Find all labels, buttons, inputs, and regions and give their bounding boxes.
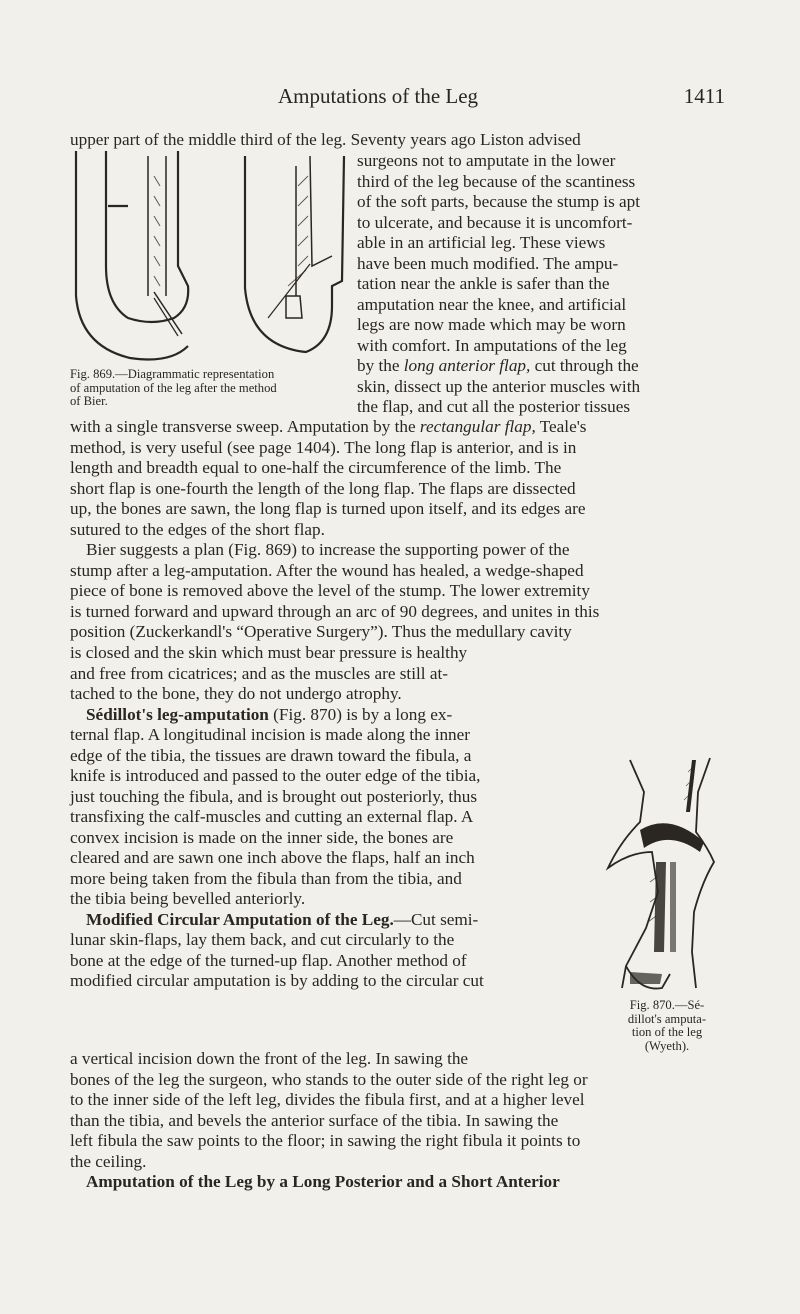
- running-head: [70, 84, 725, 114]
- text-line: is turned forward and upward through an arc of 90 degrees, and unites in this: [70, 601, 600, 621]
- text-line: bones of the leg the surgeon, who stands to the outer side of the right leg or: [70, 1069, 588, 1089]
- caption-line: Fig. 870.—Sé-: [629, 998, 705, 1012]
- text-line: than the tibia, and bevels the anterior surface of the tibia. In sawing the: [70, 1110, 559, 1130]
- text-line: to the inner side of the left leg, divides the fibula first, and at a higher level: [70, 1090, 585, 1109]
- text-line: of the soft parts, because the stump is apt: [357, 192, 641, 211]
- text-line: modified circular amputation is by adding to the circular cut: [70, 971, 484, 990]
- page-number: 1411: [683, 84, 725, 108]
- text-run: Teale's: [535, 417, 587, 436]
- text-line: with comfort. In amputations of the leg: [357, 335, 627, 355]
- text-line: more being taken from the fibula than from the tibia, and: [70, 868, 462, 888]
- figure-870: [600, 752, 728, 1053]
- text-line: sutured to the edges of the short flap.: [70, 519, 325, 539]
- text-line: is closed and the skin which must bear pressure is healthy: [70, 643, 468, 662]
- left-column-text: [70, 643, 592, 992]
- text-line: [70, 705, 592, 726]
- text-line: left fibula the saw points to the floor; in sawing the right fibula it points to: [70, 1131, 581, 1150]
- section-heading-modified-circular: Modified Circular Amputation of the Leg.: [86, 909, 394, 929]
- section-heading-sedillot: Sédillot's leg-amputation: [86, 704, 269, 724]
- text-line: the flap, and cut all the posterior tissues: [357, 397, 631, 416]
- text-line: the tibia being bevelled anteriorly.: [70, 889, 306, 908]
- text-line: skin, dissect up the anterior muscles with: [357, 376, 641, 396]
- emphasis: long anterior flap,: [403, 356, 531, 375]
- text-line: convex incision is made on the inner side, the bones are: [70, 827, 454, 847]
- text-line: position (Zuckerkandl's “Operative Surgery”). Thus the medullary cavity: [70, 622, 572, 641]
- text-line: knife is introduced and passed to the outer edge of the tibia,: [70, 766, 481, 785]
- text-line: [70, 910, 592, 931]
- text-line: upper part of the middle third of the leg. Seventy years ago Liston advised: [70, 130, 581, 149]
- text-line: to ulcerate, and because it is uncomfort-: [357, 212, 633, 232]
- text-line: bone at the edge of the turned-up flap. Another method of: [70, 950, 467, 970]
- text-line: transfixing the calf-muscles and cutting an external flap. A: [70, 807, 474, 826]
- caption-line: tion of the leg: [631, 1025, 703, 1039]
- text-line: amputation near the knee, and artificial: [357, 294, 627, 314]
- bier-amputation-diagram: [70, 146, 352, 366]
- text-run: —Cut semi-: [393, 909, 479, 929]
- text-line: tached to the bone, they do not undergo atrophy.: [70, 684, 402, 703]
- text-line: up, the bones are sawn, the long flap is turned upon itself, and its edges are: [70, 499, 586, 518]
- right-column-text: [357, 151, 725, 418]
- text-line: have been much modified. The ampu-: [357, 253, 619, 273]
- caption-line: Fig. 869.—Diagrammatic representation: [70, 367, 275, 381]
- text-line: just touching the fibula, and is brought out posteriorly, thus: [70, 786, 478, 806]
- text-line: cleared and are sawn one inch above the flaps, half an inch: [70, 848, 475, 867]
- text-line: length and breadth equal to one-half the circumference of the limb. The: [70, 458, 562, 477]
- text-line: third of the leg because of the scantiness: [357, 171, 636, 191]
- text-run: by the: [357, 356, 404, 375]
- figure-869-caption: [70, 368, 352, 409]
- emphasis: rectangular flap,: [419, 417, 536, 436]
- caption-line: (Wyeth).: [644, 1038, 690, 1053]
- figure-870-caption: [600, 999, 728, 1053]
- text-line: piece of bone is removed above the level of the stump. The lower extremity: [70, 581, 590, 600]
- text-line: the ceiling.: [70, 1151, 147, 1171]
- teale-paragraph: [70, 417, 725, 643]
- text-line: tation near the ankle is safer than the: [357, 274, 610, 293]
- sedillot-amputation-illustration: [600, 752, 728, 992]
- text-line: ternal flap. A longitudinal incision is made along the inner: [70, 725, 471, 744]
- text-line: method, is very useful (see page 1404). The long flap is anterior, and is in: [70, 437, 577, 457]
- text-run: with a single transverse sweep. Amputation by the: [70, 417, 420, 436]
- text-line: short flap is one-fourth the length of the long flap. The flaps are dissected: [70, 478, 576, 498]
- text-line: surgeons not to amputate in the lower: [357, 151, 616, 170]
- sawing-paragraph: [70, 1049, 725, 1193]
- text-line: a vertical incision down the front of the leg. In sawing the: [70, 1049, 469, 1068]
- text-line: [70, 417, 725, 438]
- text-line: stump after a leg-amputation. After the wound has healed, a wedge-shaped: [70, 560, 584, 580]
- text-line: legs are now made which may be worn: [357, 315, 626, 334]
- text-line: Bier suggests a plan (Fig. 869) to increase the supporting power of the: [86, 540, 570, 559]
- text-line: lunar skin-flaps, lay them back, and cut circularly to the: [70, 930, 455, 949]
- caption-line: dillot's amputa-: [627, 1011, 707, 1026]
- text-line: [357, 356, 725, 377]
- running-head-title: Amputations of the Leg: [278, 84, 479, 108]
- text-line: able in an artificial leg. These views: [357, 233, 606, 252]
- caption-line: of amputation of the leg after the method: [70, 380, 277, 395]
- text-run: (Fig. 870) is by a long ex-: [268, 704, 453, 724]
- figure-869: [70, 146, 352, 409]
- text-line: and free from cicatrices; and as the muscles are still at-: [70, 663, 448, 683]
- text-line: edge of the tibia, the tissues are drawn toward the fibula, a: [70, 745, 472, 765]
- section-heading-long-posterior: Amputation of the Leg by a Long Posterior and a Short Anterior: [86, 1172, 560, 1191]
- caption-line: of Bier.: [70, 394, 108, 408]
- text-run: cut through the: [530, 356, 639, 375]
